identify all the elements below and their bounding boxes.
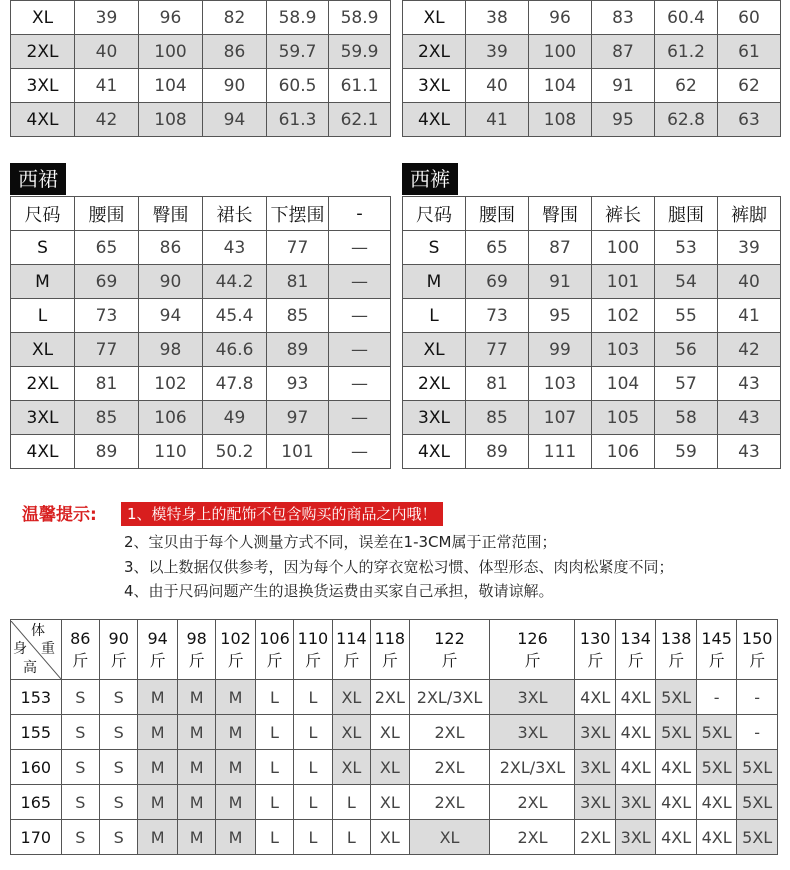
table-cell: S [100, 750, 138, 785]
table-cell: 41 [75, 69, 139, 103]
table-row [11, 231, 391, 265]
table-cell: L [294, 715, 332, 750]
table-cell: 81 [267, 265, 329, 299]
table-cell: — [329, 333, 391, 367]
table-cell: 3XL [615, 785, 655, 820]
table-cell: 82 [203, 1, 267, 35]
table-cell: 腰围 [75, 197, 139, 231]
table-cell: 101 [267, 435, 329, 469]
table-cell: L [332, 785, 370, 820]
table-cell: L [294, 680, 332, 715]
table-cell: XL [332, 750, 370, 785]
table-cell: M [177, 785, 215, 820]
table-cell: 90 [139, 265, 203, 299]
table-cell: 46.6 [203, 333, 267, 367]
weight-header: 118 斤 [371, 620, 409, 680]
table-cell: 5XL [737, 820, 778, 855]
table-cell: 63 [718, 103, 781, 137]
notice-line-3: 3、以上数据仅供参考，因为每个人的穿衣宽松习惯、体型形态、肉肉松紧度不同； [124, 558, 674, 576]
corner-cell [11, 620, 62, 680]
table-cell: 97 [267, 401, 329, 435]
weight-header: 126 斤 [490, 620, 575, 680]
table-cell: 99 [529, 333, 592, 367]
table-cell: S [100, 785, 138, 820]
table-cell: 39 [466, 35, 529, 69]
table-cell: XL [371, 715, 409, 750]
table-row [11, 35, 391, 69]
table-cell: 89 [466, 435, 529, 469]
table-cell: M [177, 680, 215, 715]
notice-label: 温馨提示: [22, 505, 97, 525]
table-cell: 45.4 [203, 299, 267, 333]
table-cell: 100 [139, 35, 203, 69]
table-cell: 103 [529, 367, 592, 401]
table-cell: 73 [75, 299, 139, 333]
table-row [403, 367, 781, 401]
table-cell: M [138, 715, 177, 750]
table-cell: 108 [139, 103, 203, 137]
table-cell: 65 [75, 231, 139, 265]
table-cell: 2XL/3XL [409, 680, 490, 715]
table-row [403, 265, 781, 299]
table-cell: 3XL [575, 750, 615, 785]
table-cell: 87 [592, 35, 655, 69]
table-cell: M [216, 820, 255, 855]
weight-header: 94 斤 [138, 620, 177, 680]
table-row [11, 401, 391, 435]
table-cell: XL [332, 715, 370, 750]
table-cell: S [61, 680, 99, 715]
table-cell: 裤脚 [718, 197, 781, 231]
corner-weight-label: 体 [31, 622, 45, 639]
corner-weight-label-2: 重 [41, 640, 55, 657]
table-cell: 2XL/3XL [490, 750, 575, 785]
table-cell: 3XL [490, 680, 575, 715]
table-cell: 3XL [11, 69, 75, 103]
table-cell: S [61, 785, 99, 820]
weight-header: 86 斤 [61, 620, 99, 680]
table-cell: XL [403, 1, 466, 35]
top-left-size-table [10, 0, 391, 137]
table-cell: 98 [139, 333, 203, 367]
table-row [11, 435, 391, 469]
table-cell: 下摆围 [267, 197, 329, 231]
table-cell: 44.2 [203, 265, 267, 299]
table-cell: — [329, 299, 391, 333]
table-cell: 43 [718, 435, 781, 469]
table-cell: 腰围 [466, 197, 529, 231]
table-cell: 40 [718, 265, 781, 299]
table-cell: 56 [655, 333, 718, 367]
table-cell: 62.8 [655, 103, 718, 137]
weight-header: 150 斤 [737, 620, 778, 680]
table-cell: 90 [203, 69, 267, 103]
table-cell: 100 [529, 35, 592, 69]
table-cell: S [61, 820, 99, 855]
notice-line-2: 2、宝贝由于每个人测量方式不同，误差在1-3CM属于正常范围； [124, 533, 557, 551]
table-cell: XL [409, 820, 490, 855]
table-cell: 3XL [575, 785, 615, 820]
table-cell: 41 [466, 103, 529, 137]
table-cell: 87 [529, 231, 592, 265]
table-cell: 107 [529, 401, 592, 435]
table-cell: 95 [529, 299, 592, 333]
table-cell: - [737, 680, 778, 715]
table-cell: 89 [75, 435, 139, 469]
table-cell: 3XL [615, 820, 655, 855]
table-cell: — [329, 265, 391, 299]
table-cell: 81 [466, 367, 529, 401]
table-row [403, 333, 781, 367]
table-cell: 2XL [409, 785, 490, 820]
weight-header: 114 斤 [332, 620, 370, 680]
table-cell: 110 [139, 435, 203, 469]
table-cell: L [255, 785, 293, 820]
table-cell: 2XL [409, 715, 490, 750]
table-cell: 4XL [656, 785, 696, 820]
weight-header: 130 斤 [575, 620, 615, 680]
table-row [11, 680, 778, 715]
table-cell: XL [371, 785, 409, 820]
table-row [403, 1, 781, 35]
table-cell: XL [403, 333, 466, 367]
table-cell: L [255, 715, 293, 750]
table-cell: L [255, 680, 293, 715]
table-cell: 106 [139, 401, 203, 435]
table-cell: 95 [592, 103, 655, 137]
table-row [11, 820, 778, 855]
table-cell: 160 [11, 750, 62, 785]
table-cell: 100 [592, 231, 655, 265]
table-cell: 39 [718, 231, 781, 265]
table-cell: XL [371, 750, 409, 785]
table-cell: 108 [529, 103, 592, 137]
table-cell: XL [11, 333, 75, 367]
table-cell: 94 [203, 103, 267, 137]
table-cell: XL [11, 1, 75, 35]
table-cell: 2XL [11, 35, 75, 69]
table-row [11, 69, 391, 103]
table-cell: 4XL [656, 750, 696, 785]
table-cell: - [737, 715, 778, 750]
table-row [11, 103, 391, 137]
table-cell: 3XL [575, 715, 615, 750]
weight-header: 145 斤 [696, 620, 736, 680]
table-cell: M [138, 680, 177, 715]
table-cell: S [403, 231, 466, 265]
table-cell: 49 [203, 401, 267, 435]
table-cell: 77 [466, 333, 529, 367]
table-cell: 4XL [696, 820, 736, 855]
table-cell: 尺码 [403, 197, 466, 231]
table-cell: - [329, 197, 391, 231]
table-cell: 77 [267, 231, 329, 265]
table-cell: S [100, 715, 138, 750]
table-cell: 91 [529, 265, 592, 299]
table-cell: L [332, 820, 370, 855]
table-cell: 2XL [403, 35, 466, 69]
table-cell: - [696, 680, 736, 715]
table-cell: 94 [139, 299, 203, 333]
table-cell: 62 [718, 69, 781, 103]
table-cell: 2XL [409, 750, 490, 785]
table-cell: S [100, 680, 138, 715]
skirt-title: 西裙 [10, 163, 66, 195]
table-row [11, 1, 391, 35]
table-cell: 54 [655, 265, 718, 299]
table-cell: 臀围 [529, 197, 592, 231]
table-cell: 86 [139, 231, 203, 265]
table-row [403, 435, 781, 469]
table-row [403, 103, 781, 137]
table-cell: M [403, 265, 466, 299]
table-cell: 60.4 [655, 1, 718, 35]
table-cell: 62 [655, 69, 718, 103]
weight-header: 102 斤 [216, 620, 255, 680]
table-cell: 57 [655, 367, 718, 401]
table-cell: 5XL [696, 715, 736, 750]
table-cell: 5XL [656, 680, 696, 715]
pants-title: 西裤 [402, 163, 458, 195]
table-cell: 4XL [656, 820, 696, 855]
table-row [403, 401, 781, 435]
table-cell: 96 [139, 1, 203, 35]
table-cell: M [216, 785, 255, 820]
weight-header: 110 斤 [294, 620, 332, 680]
notice-line-1: 1、模特身上的配饰不包含购买的商品之内哦！ [121, 502, 443, 526]
table-cell: S [61, 750, 99, 785]
table-row [11, 785, 778, 820]
table-cell: 153 [11, 680, 62, 715]
table-row [11, 750, 778, 785]
table-cell: 103 [592, 333, 655, 367]
table-cell: 104 [529, 69, 592, 103]
table-cell: 4XL [11, 103, 75, 137]
table-cell: 40 [75, 35, 139, 69]
table-cell: 104 [592, 367, 655, 401]
table-cell: S [61, 715, 99, 750]
table-cell: L [403, 299, 466, 333]
table-cell: 4XL [615, 715, 655, 750]
table-cell: 5XL [737, 750, 778, 785]
table-cell: M [11, 265, 75, 299]
table-cell: 60 [718, 1, 781, 35]
table-cell: L [255, 820, 293, 855]
table-cell: 105 [592, 401, 655, 435]
table-cell: 腿围 [655, 197, 718, 231]
table-cell: 3XL [403, 401, 466, 435]
table-cell: L [294, 785, 332, 820]
table-cell: 2XL [371, 680, 409, 715]
table-cell: 59.9 [329, 35, 391, 69]
table-cell: S [11, 231, 75, 265]
table-cell: 5XL [737, 785, 778, 820]
table-cell: 裤长 [592, 197, 655, 231]
table-cell: 2XL [575, 820, 615, 855]
table-cell: S [100, 820, 138, 855]
table-cell: 43 [718, 367, 781, 401]
table-cell: M [138, 750, 177, 785]
table-cell: 4XL [615, 750, 655, 785]
table-cell: 裙长 [203, 197, 267, 231]
notice-line-4: 4、由于尺码问题产生的退换货运费由买家自己承担，敬请谅解。 [124, 582, 554, 600]
table-cell: 60.5 [267, 69, 329, 103]
table-cell: 43 [718, 401, 781, 435]
table-cell: 4XL [403, 103, 466, 137]
table-cell: 69 [466, 265, 529, 299]
table-cell: 89 [267, 333, 329, 367]
table-cell: 170 [11, 820, 62, 855]
table-cell: — [329, 367, 391, 401]
table-cell: 尺码 [11, 197, 75, 231]
table-cell: — [329, 435, 391, 469]
table-cell: 106 [592, 435, 655, 469]
table-row [403, 299, 781, 333]
table-cell: 102 [592, 299, 655, 333]
table-cell: 58.9 [267, 1, 329, 35]
weight-height-size-chart [10, 619, 778, 855]
table-header-row [11, 197, 391, 231]
table-cell: L [294, 820, 332, 855]
table-header-row [11, 620, 778, 680]
table-cell: 4XL [11, 435, 75, 469]
table-cell: 58.9 [329, 1, 391, 35]
table-cell: 104 [139, 69, 203, 103]
skirt-size-table [10, 196, 391, 469]
table-cell: XL [371, 820, 409, 855]
table-cell: 85 [267, 299, 329, 333]
table-cell: 41 [718, 299, 781, 333]
table-cell: 40 [466, 69, 529, 103]
table-cell: 4XL [575, 680, 615, 715]
table-cell: 77 [75, 333, 139, 367]
table-cell: 2XL [403, 367, 466, 401]
table-cell: 61.2 [655, 35, 718, 69]
table-cell: L [294, 750, 332, 785]
table-cell: 47.8 [203, 367, 267, 401]
table-cell: L [255, 750, 293, 785]
weight-header: 106 斤 [255, 620, 293, 680]
table-header-row [403, 197, 781, 231]
table-cell: M [138, 785, 177, 820]
table-cell: 2XL [490, 785, 575, 820]
weight-header: 90 斤 [100, 620, 138, 680]
table-cell: 42 [75, 103, 139, 137]
table-cell: 3XL [11, 401, 75, 435]
table-row [403, 231, 781, 265]
table-cell: 55 [655, 299, 718, 333]
table-cell: M [138, 820, 177, 855]
table-cell: M [216, 680, 255, 715]
table-cell: — [329, 231, 391, 265]
table-cell: M [177, 715, 215, 750]
corner-height-label: 身 [13, 640, 27, 657]
table-cell: 59.7 [267, 35, 329, 69]
table-cell: 61.3 [267, 103, 329, 137]
table-cell: 165 [11, 785, 62, 820]
table-cell: 111 [529, 435, 592, 469]
pants-size-table [402, 196, 781, 469]
table-cell: XL [332, 680, 370, 715]
table-cell: 73 [466, 299, 529, 333]
table-cell: M [177, 750, 215, 785]
table-cell: 53 [655, 231, 718, 265]
table-cell: M [216, 750, 255, 785]
table-cell: 42 [718, 333, 781, 367]
table-row [11, 299, 391, 333]
table-cell: 96 [529, 1, 592, 35]
table-cell: 50.2 [203, 435, 267, 469]
table-cell: 2XL [490, 820, 575, 855]
table-cell: L [11, 299, 75, 333]
table-cell: M [216, 715, 255, 750]
table-cell: 2XL [11, 367, 75, 401]
table-cell: M [177, 820, 215, 855]
table-cell: 62.1 [329, 103, 391, 137]
table-row [11, 333, 391, 367]
weight-header: 122 斤 [409, 620, 490, 680]
table-cell: 61 [718, 35, 781, 69]
corner-height-label-2: 高 [23, 659, 37, 676]
table-cell: 102 [139, 367, 203, 401]
weight-header: 98 斤 [177, 620, 215, 680]
table-cell: 91 [592, 69, 655, 103]
table-cell: 83 [592, 1, 655, 35]
weight-header: 134 斤 [615, 620, 655, 680]
table-cell: 59 [655, 435, 718, 469]
table-cell: 69 [75, 265, 139, 299]
table-cell: 155 [11, 715, 62, 750]
table-cell: 4XL [615, 680, 655, 715]
table-cell: 臀围 [139, 197, 203, 231]
table-cell: 4XL [696, 785, 736, 820]
table-cell: 86 [203, 35, 267, 69]
table-cell: 93 [267, 367, 329, 401]
table-cell: 39 [75, 1, 139, 35]
table-cell: 101 [592, 265, 655, 299]
table-cell: — [329, 401, 391, 435]
table-row [403, 69, 781, 103]
table-cell: 5XL [696, 750, 736, 785]
table-cell: 5XL [656, 715, 696, 750]
table-row [11, 367, 391, 401]
table-cell: 85 [75, 401, 139, 435]
table-cell: 61.1 [329, 69, 391, 103]
table-row [403, 35, 781, 69]
table-row [11, 715, 778, 750]
weight-header: 138 斤 [656, 620, 696, 680]
table-cell: 4XL [403, 435, 466, 469]
table-cell: 3XL [403, 69, 466, 103]
table-cell: 85 [466, 401, 529, 435]
table-cell: 65 [466, 231, 529, 265]
table-cell: 58 [655, 401, 718, 435]
top-right-size-table [402, 0, 781, 137]
table-row [11, 265, 391, 299]
table-cell: 43 [203, 231, 267, 265]
table-cell: 81 [75, 367, 139, 401]
table-cell: 3XL [490, 715, 575, 750]
table-cell: 38 [466, 1, 529, 35]
